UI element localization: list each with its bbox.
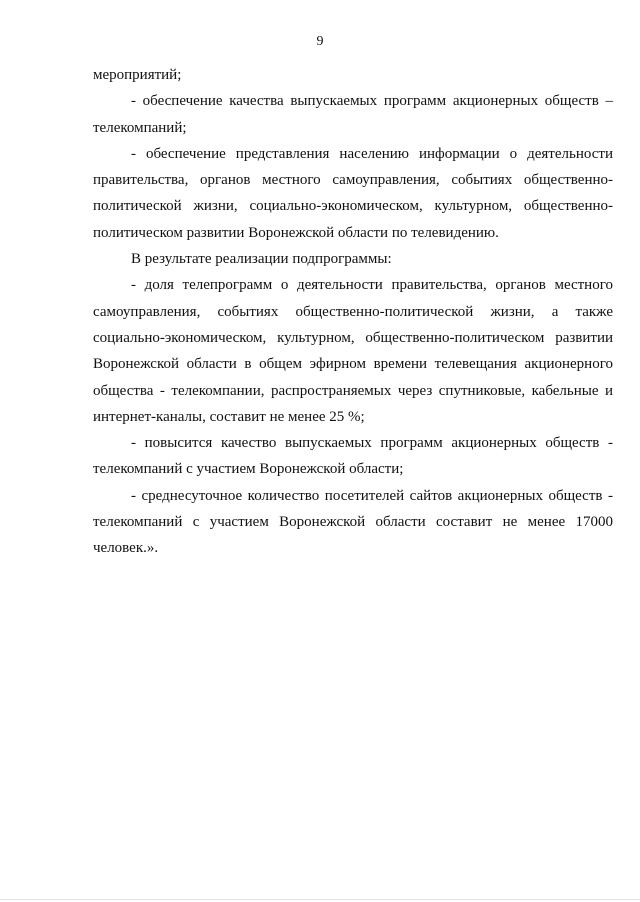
paragraph-share-of-programs: - доля телепрограмм о деятельности правительства, органов местного самоуправления, событиях общественно-политической жизни, а также социально-экономическом, культурном, общественно-политическом развитии Воронежской области в общем эфирном времени телевещания акционерного общества - телекомпании, распространяемых через спутниковые, кабельные и интернет-каналы, составит не менее 25 %;	[93, 277, 613, 425]
page-number: 9	[316, 34, 324, 49]
paragraph-continuation: мероприятий;	[93, 67, 182, 83]
paragraph-site-visitors: - среднесуточное количество посетителей сайтов акционерных обществ - телекомпаний с участием Воронежской области составит не менее 17000 человек.».	[93, 487, 613, 557]
scan-bottom-edge	[0, 899, 640, 900]
body-text	[93, 62, 613, 562]
paragraph-quality-increase: - повысится качество выпускаемых программ акционерных обществ - телекомпаний с участием Воронежской области;	[93, 435, 613, 478]
paragraph-results-intro: В результате реализации подпрограммы:	[131, 251, 392, 268]
paragraph-information-provision: - обеспечение представления населению информации о деятельности правительства, органов местного самоуправления, событиях общественно-политической жизни, социально-экономическом, культурном, общественно-политическом развитии Воронежской области по телевидению.	[93, 145, 613, 241]
paragraph-program-quality: - обеспечение качества выпускаемых программ акционерных обществ – телекомпаний;	[93, 93, 613, 136]
